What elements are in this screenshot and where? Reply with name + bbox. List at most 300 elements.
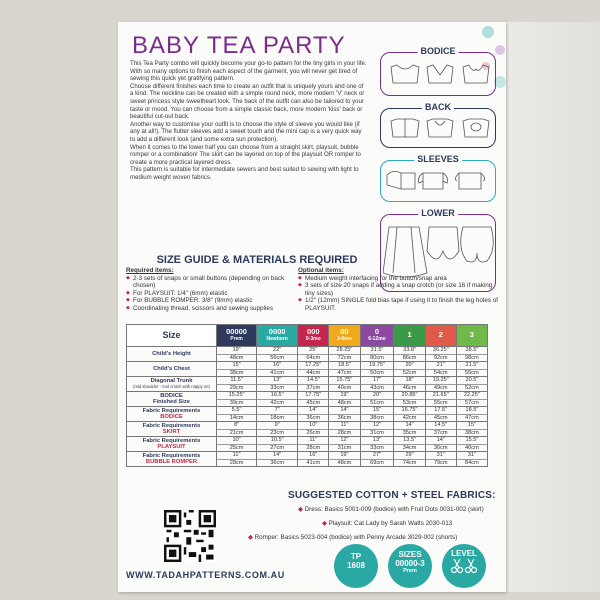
- size-label: 2: [438, 330, 443, 340]
- value-imperial: 13": [361, 437, 394, 445]
- value-imperial: 17.5": [426, 407, 456, 415]
- table-cell: [456, 347, 487, 362]
- value-metric: 46cm: [402, 384, 417, 391]
- table-cell: [456, 422, 487, 437]
- size-column-header: [360, 325, 394, 347]
- table-cell: [394, 392, 425, 407]
- size-column-header: [329, 325, 360, 347]
- sleeves-options-box: [380, 154, 496, 202]
- value-metric: 52cm: [465, 384, 479, 391]
- fabric-suggestion-text: Dress: Basics 5001-009 (bodice) with Fruit Dots 0031-002 (skirt): [304, 506, 484, 513]
- table-cell: [456, 407, 487, 422]
- book-spine: [506, 22, 600, 592]
- value-metric: 36cm: [337, 414, 352, 421]
- level-badge: [442, 544, 486, 588]
- table-cell: [329, 452, 360, 467]
- back-options-box: [380, 102, 496, 148]
- required-items: [126, 267, 304, 313]
- value-metric: 69cm: [370, 459, 384, 466]
- value-imperial: 19.75": [361, 362, 394, 370]
- intro-paragraph: This Tea Party combo will quickly become your go-to pattern for the tiny girls in your life. With so many options to finish each aspect of the garment, you will never get tired of sewing this quick yet gratifying pattern.: [130, 60, 367, 83]
- value-imperial: 20.5": [457, 377, 487, 385]
- size-column-header: [257, 325, 298, 347]
- value-imperial: 20": [394, 362, 424, 370]
- value-imperial: 25": [298, 347, 328, 355]
- intro-paragraph: This pattern is suitable for intermediate sewers and best suited to sewing with light to medium weight woven fabrics.: [130, 166, 359, 181]
- badge-sub: Prem: [403, 568, 417, 574]
- table-cell: [360, 407, 394, 422]
- badge-value: 00000-3: [395, 559, 425, 568]
- table-cell: [298, 437, 329, 452]
- value-imperial: 16": [257, 362, 297, 370]
- value-imperial: 18.5": [457, 407, 487, 415]
- back-heading: BACK: [422, 102, 454, 112]
- value-metric: 57cm: [465, 399, 479, 406]
- value-metric: 92cm: [433, 354, 448, 361]
- intro-paragraph: Choose different finishes each time to create an outfit that is uniquely yours and one of a kind. The neckline can be created with a simple round neck, more modern 'V' neck or sweet princess style sweetheart look. The back of the outfit can also be tailored to your taste or mood. You can choose from a simple classic back, more modern 'kiss' back or beautiful cut-out back.: [130, 82, 365, 121]
- value-imperial: 33.8": [394, 347, 424, 355]
- value-imperial: 20.85": [394, 392, 424, 400]
- value-imperial: 18": [394, 377, 424, 385]
- table-cell: [217, 437, 257, 452]
- bodice-options-box: [380, 46, 496, 96]
- fabric-suggestion-text: Romper: Basics 5023-004 (bodice) with Penny Arcade 3029-002 (shorts): [254, 534, 458, 541]
- value-metric: 14cm: [229, 414, 244, 421]
- value-metric: 41cm: [306, 459, 321, 466]
- value-imperial: 16.5": [257, 392, 297, 400]
- value-imperial: 7": [257, 407, 297, 415]
- value-metric: 28cm: [306, 444, 321, 451]
- value-imperial: 8": [217, 422, 256, 430]
- table-cell: [394, 422, 425, 437]
- value-metric: 74cm: [402, 459, 417, 466]
- table-cell: [329, 437, 360, 452]
- table-cell: [360, 377, 394, 392]
- table-cell: [425, 452, 456, 467]
- value-metric: 41cm: [270, 369, 284, 376]
- row-label-text: Child's Chest: [153, 365, 190, 372]
- table-cell: [329, 392, 360, 407]
- value-metric: 55cm: [433, 399, 448, 406]
- table-cell: [360, 362, 394, 377]
- value-metric: 49cm: [433, 384, 448, 391]
- value-imperial: 15.25": [217, 392, 256, 400]
- size-table-body: [127, 347, 488, 467]
- table-cell: [456, 377, 487, 392]
- size-label: 000: [307, 327, 320, 336]
- table-row: [127, 392, 488, 407]
- table-cell: [257, 347, 298, 362]
- value-metric: 54cm: [433, 369, 448, 376]
- table-cell: [425, 347, 456, 362]
- table-cell: [257, 407, 298, 422]
- value-metric: 79cm: [433, 459, 448, 466]
- table-row: [127, 422, 488, 437]
- value-metric: 64cm: [306, 354, 321, 361]
- value-imperial: 19": [217, 347, 256, 355]
- table-cell: [360, 422, 394, 437]
- size-table-header: [127, 325, 488, 347]
- table-cell: [425, 392, 456, 407]
- value-imperial: 15": [361, 407, 394, 415]
- bodice-heading: BODICE: [417, 46, 458, 56]
- table-cell: [360, 392, 394, 407]
- row-sublabel: Finished Size: [152, 399, 191, 405]
- bullet-icon: ◆: [298, 506, 305, 513]
- value-metric: 33cm: [370, 444, 384, 451]
- value-metric: 36cm: [433, 444, 448, 451]
- value-metric: 80cm: [370, 354, 384, 361]
- size-sublabel: 3-6mo: [337, 335, 352, 342]
- value-metric: 48cm: [337, 459, 352, 466]
- optional-item: ◆ 1/2" (12mm) SINGLE fold bias tape if using it to finish the leg holes of PLAYSUIT.: [298, 297, 498, 312]
- value-metric: 53cm: [402, 399, 417, 406]
- value-metric: 37cm: [433, 429, 448, 436]
- required-item: ◆ For BUBBLE ROMPER: 3/8" (9mm) elastic: [126, 297, 304, 305]
- row-sublabel: BODICE: [160, 414, 183, 420]
- value-metric: 42cm: [270, 399, 284, 406]
- value-imperial: 31.5": [361, 347, 394, 355]
- value-imperial: 10": [217, 437, 256, 445]
- size-label: 00: [340, 327, 349, 336]
- row-label-text: Fabric Requirements: [142, 422, 201, 429]
- size-label: 0: [374, 327, 380, 336]
- table-row: [127, 437, 488, 452]
- value-metric: 45cm: [306, 399, 321, 406]
- value-metric: 51cm: [370, 399, 384, 406]
- value-imperial: 11": [329, 422, 359, 430]
- value-imperial: 14": [329, 407, 359, 415]
- value-metric: 55cm: [465, 369, 479, 376]
- size-column-header: [425, 325, 456, 347]
- intro-text: [130, 60, 368, 182]
- table-cell: [394, 347, 425, 362]
- table-cell: [394, 407, 425, 422]
- value-metric: 35cm: [402, 429, 417, 436]
- value-metric: 26cm: [306, 429, 321, 436]
- value-metric: 48cm: [337, 399, 352, 406]
- suggested-fabrics-heading: SUGGESTED COTTON + STEEL FABRICS:: [288, 490, 496, 501]
- table-cell: [329, 422, 360, 437]
- value-metric: 31cm: [370, 429, 384, 436]
- value-imperial: 11": [298, 437, 328, 445]
- sleeves-illustrations: [383, 167, 493, 199]
- value-metric: 21cm: [229, 429, 244, 436]
- badge-label: LEVEL: [451, 549, 477, 558]
- sizes-badge: [388, 544, 432, 588]
- badge-value: 1608: [347, 561, 365, 570]
- table-cell: [360, 347, 394, 362]
- table-cell: [217, 362, 257, 377]
- size-table: [126, 324, 488, 467]
- table-row: [127, 347, 488, 362]
- required-heading: Required items:: [126, 267, 174, 274]
- table-row: [127, 377, 488, 392]
- optional-heading: Optional items:: [298, 267, 344, 274]
- value-imperial: 14": [298, 407, 328, 415]
- size-column-header: [394, 325, 425, 347]
- size-sublabel: Newborn: [266, 335, 288, 342]
- table-cell: [394, 362, 425, 377]
- pattern-number-badge: [334, 544, 378, 588]
- size-label: 00000: [226, 327, 247, 336]
- table-cell: [298, 392, 329, 407]
- bodice-illustrations: [383, 59, 493, 93]
- table-cell: [217, 422, 257, 437]
- table-cell: [360, 452, 394, 467]
- optional-item: ◆ Medium weight interfacing for the button/snap area: [298, 275, 498, 283]
- table-cell: [425, 437, 456, 452]
- table-cell: [425, 377, 456, 392]
- value-imperial: 19": [329, 452, 359, 460]
- value-imperial: 11": [217, 452, 256, 460]
- value-metric: 86cm: [402, 354, 417, 361]
- value-metric: 40cm: [465, 444, 479, 451]
- row-label: [127, 347, 217, 362]
- value-metric: 72cm: [337, 354, 352, 361]
- row-label: [127, 407, 217, 422]
- table-cell: [360, 437, 394, 452]
- value-imperial: 13.5": [394, 437, 424, 445]
- page-title: BABY TEA PARTY: [132, 32, 346, 59]
- value-imperial: 17.75": [298, 392, 328, 400]
- lower-heading: LOWER: [418, 208, 458, 218]
- value-imperial: 21.65": [426, 392, 456, 400]
- table-cell: [298, 377, 329, 392]
- size-label: 1: [407, 330, 412, 340]
- table-cell: [257, 362, 298, 377]
- value-imperial: 31": [426, 452, 456, 460]
- value-metric: 98cm: [465, 354, 479, 361]
- badge-label: SIZES: [398, 550, 422, 559]
- qr-code-icon[interactable]: [164, 510, 216, 562]
- required-item: ◆ For PLAYSUIT: 1/4" (6mm) elastic: [126, 290, 304, 298]
- row-label: [127, 377, 217, 392]
- size-label: 3: [469, 330, 474, 340]
- table-cell: [329, 407, 360, 422]
- size-sublabel: 6-12mo: [368, 335, 386, 342]
- table-row: [127, 362, 488, 377]
- value-imperial: 19.25": [426, 377, 456, 385]
- value-imperial: 14": [426, 437, 456, 445]
- value-imperial: 10.5": [257, 437, 297, 445]
- table-cell: [329, 362, 360, 377]
- required-item: ◆ Coordinating thread, scissors and sewing supplies: [126, 305, 304, 313]
- size-column-header: [298, 325, 329, 347]
- value-imperial: 22": [257, 347, 297, 355]
- value-metric: 38cm: [465, 429, 479, 436]
- value-imperial: 17.25": [298, 362, 328, 370]
- value-imperial: 15": [457, 422, 487, 430]
- value-metric: 40cm: [337, 384, 352, 391]
- table-cell: [298, 422, 329, 437]
- table-cell: [257, 437, 298, 452]
- size-guide-heading: SIZE GUIDE & MATERIALS REQUIRED: [156, 254, 358, 266]
- table-cell: [394, 452, 425, 467]
- bullet-icon: ◆: [322, 520, 329, 527]
- row-sublabel: BUBBLE ROMPER: [145, 459, 198, 465]
- value-metric: 25cm: [229, 444, 244, 451]
- value-metric: 52cm: [402, 369, 417, 376]
- value-imperial: 29": [394, 452, 424, 460]
- optional-items: [298, 267, 498, 313]
- value-imperial: 15.5": [457, 437, 487, 445]
- value-metric: 34cm: [402, 444, 417, 451]
- intro-paragraph: Another way to customise your outfit is to choose the style of sleeve you would like (if any at all!). The flutter sleeves add a sweet touch and the mini cap is a very quick way to add a different look (and some extra sun protection).: [130, 120, 362, 143]
- value-imperial: 17": [361, 377, 394, 385]
- table-cell: [456, 437, 487, 452]
- value-metric: 27cm: [270, 444, 284, 451]
- value-metric: 33cm: [270, 384, 284, 391]
- bullet-icon: ◆: [248, 534, 255, 541]
- value-metric: 36cm: [306, 414, 321, 421]
- value-imperial: 21": [426, 362, 456, 370]
- value-imperial: 19": [329, 392, 359, 400]
- scissors-icon: [449, 558, 479, 574]
- row-label: [127, 422, 217, 437]
- value-imperial: 5.5": [217, 407, 256, 415]
- value-metric: 56cm: [270, 354, 284, 361]
- table-cell: [217, 347, 257, 362]
- fabric-suggestion: [298, 506, 484, 513]
- badge-label: TP: [350, 552, 362, 561]
- value-imperial: 14.5": [426, 422, 456, 430]
- value-imperial: 12": [361, 422, 394, 430]
- value-metric: 23cm: [270, 429, 284, 436]
- value-imperial: 18.5": [329, 362, 359, 370]
- row-label: [127, 452, 217, 467]
- value-imperial: 14.5": [298, 377, 328, 385]
- value-imperial: 31": [457, 452, 487, 460]
- value-metric: 45cm: [433, 414, 448, 421]
- value-metric: 31cm: [337, 444, 352, 451]
- row-label-text: Child's Height: [152, 350, 191, 357]
- row-sublabel: PLAYSUIT: [157, 444, 186, 450]
- value-metric: 29cm: [229, 384, 244, 391]
- row-sublabel: SKIRT: [162, 429, 181, 435]
- value-imperial: 14": [394, 422, 424, 430]
- row-label: [127, 437, 217, 452]
- intro-paragraph: When it comes to the lower half you can choose from a straight skirt, playsuit, bubble romper or a combination! The skirt can be layered on top of the playsuit OR romper to create a more practical layered dress.: [130, 143, 361, 166]
- table-cell: [456, 362, 487, 377]
- value-metric: 38cm: [229, 369, 244, 376]
- value-metric: 47cm: [465, 414, 479, 421]
- fabric-suggestion-text: Playsuit: Cat Lady by Sarah Watts 2030-013: [328, 520, 453, 527]
- table-cell: [257, 377, 298, 392]
- value-metric: 47cm: [337, 369, 352, 376]
- table-cell: [425, 422, 456, 437]
- value-metric: 44cm: [306, 369, 321, 376]
- table-cell: [425, 407, 456, 422]
- table-cell: [257, 392, 298, 407]
- fabric-suggestion: [322, 520, 452, 527]
- value-imperial: 28.25": [329, 347, 359, 355]
- row-label-text: BODICE: [160, 392, 183, 399]
- table-row: [127, 452, 488, 467]
- value-metric: 50cm: [370, 369, 384, 376]
- table-cell: [298, 362, 329, 377]
- table-cell: [217, 407, 257, 422]
- value-imperial: 36.25": [426, 347, 456, 355]
- size-sublabel: Prem: [230, 335, 243, 342]
- value-metric: 36cm: [270, 459, 284, 466]
- table-cell: [425, 362, 456, 377]
- value-metric: 28cm: [229, 459, 244, 466]
- table-cell: [329, 377, 360, 392]
- value-imperial: 15.75": [329, 377, 359, 385]
- table-cell: [298, 347, 329, 362]
- value-imperial: 9": [257, 422, 297, 430]
- value-imperial: 15": [217, 362, 256, 370]
- size-column-header: [217, 325, 257, 347]
- table-cell: [329, 347, 360, 362]
- value-metric: 48cm: [229, 354, 244, 361]
- row-label-text: Fabric Requirements: [142, 437, 201, 444]
- value-metric: 39cm: [229, 399, 244, 406]
- size-header: Size: [127, 325, 217, 347]
- row-label-text: Fabric Requirements: [142, 452, 201, 459]
- value-metric: 84cm: [465, 459, 479, 466]
- website-link[interactable]: WWW.TADAHPATTERNS.COM.AU: [126, 570, 285, 580]
- value-metric: 37cm: [306, 384, 321, 391]
- row-note: (mid shoulder - mid crotch with nappy on): [133, 384, 210, 389]
- value-imperial: 13": [257, 377, 297, 385]
- size-column-header: [456, 325, 487, 347]
- value-imperial: 38.5": [457, 347, 487, 355]
- table-cell: [217, 392, 257, 407]
- value-metric: 18cm: [270, 414, 284, 421]
- row-label: [127, 392, 217, 407]
- table-cell: [217, 377, 257, 392]
- size-sublabel: 0-3mo: [305, 335, 321, 342]
- required-item: ◆ 2-3 sets of snaps or small buttons (depending on back chosen): [126, 275, 304, 290]
- value-imperial: 11.5": [217, 377, 256, 385]
- value-imperial: 16.75": [394, 407, 424, 415]
- value-imperial: 21.5": [457, 362, 487, 370]
- back-illustrations: [383, 115, 493, 145]
- row-label-text: Fabric Requirements: [142, 407, 201, 414]
- value-imperial: 10": [298, 422, 328, 430]
- value-metric: 28cm: [337, 429, 352, 436]
- table-row: [127, 407, 488, 422]
- pattern-page: [118, 22, 506, 592]
- table-cell: [257, 422, 298, 437]
- value-metric: 42cm: [402, 414, 417, 421]
- value-imperial: 16": [298, 452, 328, 460]
- table-cell: [257, 452, 298, 467]
- value-metric: 43cm: [370, 384, 384, 391]
- table-cell: [217, 452, 257, 467]
- table-cell: [298, 407, 329, 422]
- fabric-suggestion: [248, 534, 457, 541]
- table-cell: [456, 452, 487, 467]
- value-imperial: 27": [361, 452, 394, 460]
- value-imperial: 20": [361, 392, 394, 400]
- sleeves-heading: SLEEVES: [414, 154, 462, 164]
- value-imperial: 14": [257, 452, 297, 460]
- size-label: 0000: [268, 327, 286, 336]
- value-metric: 38cm: [370, 414, 384, 421]
- table-cell: [298, 452, 329, 467]
- table-cell: [394, 437, 425, 452]
- optional-item: ◆ 3 sets of size 20 snaps if adding a snap crotch (or size 16 if making tiny sizes): [298, 282, 498, 297]
- row-label: [127, 362, 217, 377]
- row-label-text: Diagonal Trunk: [150, 377, 193, 384]
- table-cell: [394, 377, 425, 392]
- value-imperial: 22.25": [457, 392, 487, 400]
- table-cell: [456, 392, 487, 407]
- value-imperial: 12": [329, 437, 359, 445]
